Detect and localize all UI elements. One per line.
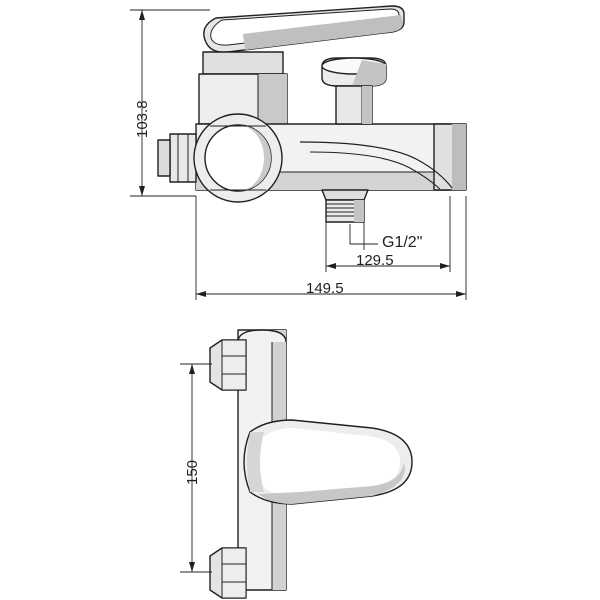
outlet-thread-shade bbox=[354, 200, 364, 222]
diverter-stem-shade-fill bbox=[362, 86, 372, 124]
lower-hex-nut-face bbox=[222, 548, 246, 598]
inlet-nut-left bbox=[158, 140, 170, 176]
arrow-129-right bbox=[440, 263, 450, 269]
arrow-height-bottom bbox=[139, 186, 145, 196]
body-end-cap-shade bbox=[452, 124, 466, 190]
side-elevation-view bbox=[158, 6, 466, 222]
front-elevation-view bbox=[210, 330, 412, 598]
dimension-label-thread: G1/2" bbox=[382, 234, 423, 251]
arrow-149-right bbox=[456, 291, 466, 297]
dimension-label-overall-length: 149.5 bbox=[306, 280, 344, 297]
dimension-label-center-distance: 150 bbox=[184, 459, 201, 485]
inlet-nut bbox=[170, 134, 196, 182]
arrow-149-left bbox=[196, 291, 206, 297]
cartridge-body-shade bbox=[258, 74, 287, 124]
arrow-height-top bbox=[139, 10, 145, 20]
arrow-150-bottom bbox=[189, 562, 195, 572]
arrow-129-left bbox=[326, 263, 336, 269]
dimension-label-height: 103.8 bbox=[134, 100, 151, 138]
upper-hex-nut-face bbox=[222, 340, 246, 390]
cartridge-cap bbox=[203, 52, 283, 74]
outlet-shoulder bbox=[322, 190, 368, 200]
dimension-label-projection: 129.5 bbox=[356, 252, 394, 269]
arrow-150-top bbox=[189, 364, 195, 374]
